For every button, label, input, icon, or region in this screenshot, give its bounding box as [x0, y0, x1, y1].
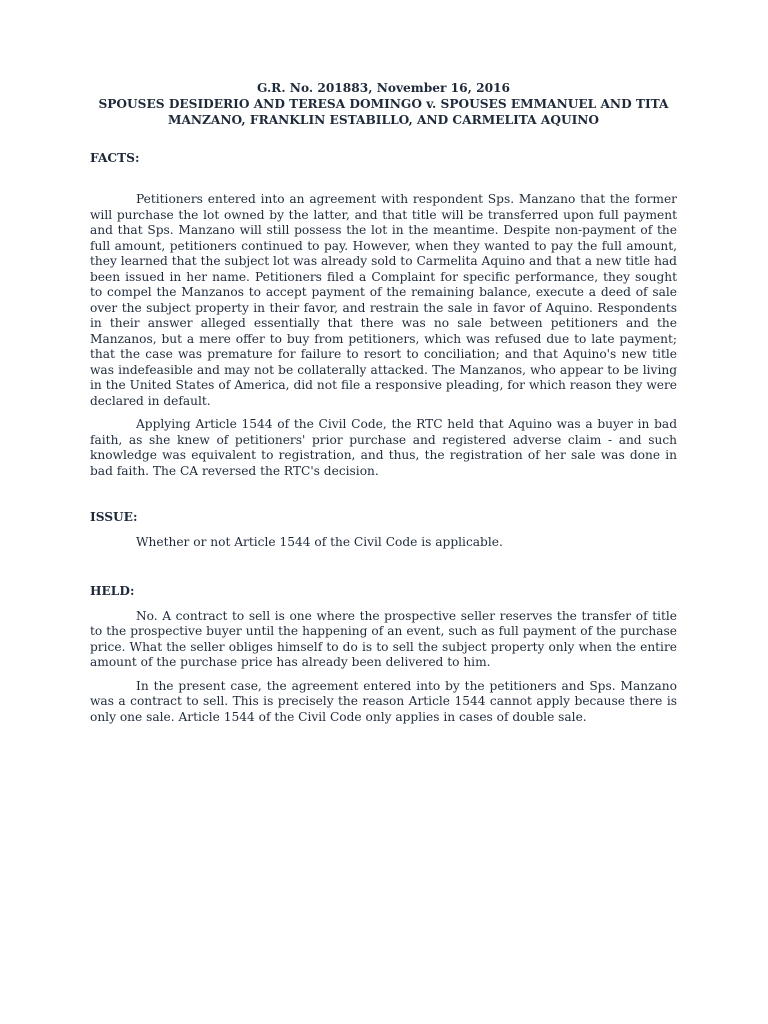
- case-digest-document: [90, 80, 677, 725]
- facts-heading: FACTS:: [90, 151, 140, 165]
- facts-paragraph-1: Petitioners entered into an agreement with respondent Sps. Manzano that the former will purchase the lot owned by the latter, and that title will be transferred upon full payment and that Sps. Manzano will still possess the lot in the meantime. Despite non-payment of the full amount, petitioners continued to pay. However, when they wanted to pay the full amount, they learned that the subject lot was already sold to Carmelita Aquino and that a new title had been issued in her name. Petitioners filed a Complaint for specific performance, they sought to compel the Manzanos to accept payment of the remaining balance, execute a deed of sale over the subject property in their favor, and restrain the sale in favor of Aquino. Respondents in their answer alleged essentially that there was no sale between petitioners and the Manzanos, but a mere offer to buy from petitioners, which was refused due to late payment; that the case was premature for failure to resort to conciliation; and that Aquino's new title was indefeasible and may not be collaterally attacked. The Manzanos, who appear to be living in the United States of America, did not file a responsive pleading, for which reason they were declared in default.: [90, 192, 677, 408]
- held-paragraph-2: In the present case, the agreement entered into by the petitioners and Sps. Manzano was a contract to sell. This is precisely the reason Article 1544 cannot apply because there is only one sale. Article 1544 of the Civil Code only applies in cases of double sale.: [90, 678, 677, 724]
- facts-paragraph-2: Applying Article 1544 of the Civil Code, the RTC held that Aquino was a buyer in bad faith, as she knew of petitioners' prior purchase and registered adverse claim - and such knowledge was equivalent to registration, and thus, the registration of her sale was done in bad faith. The CA reversed the RTC's decision.: [90, 417, 677, 478]
- case-parties-line-2: MANZANO, FRANKLIN ESTABILLO, AND CARMELITA AQUINO: [167, 113, 600, 127]
- case-number-date: G.R. No. 201883, November 16, 2016: [256, 81, 511, 95]
- case-title: [90, 80, 677, 128]
- held-paragraph-1: No. A contract to sell is one where the prospective seller reserves the transfer of title to the prospective buyer until the happening of an event, such as full payment of the purchase price. What the seller obliges himself to do is to sell the subject property only when the entire amount of the purchase price has already been delivered to him.: [90, 608, 677, 669]
- case-parties-line-1: SPOUSES DESIDERIO AND TERESA DOMINGO v. SPOUSES EMMANUEL AND TITA: [98, 97, 669, 111]
- held-heading: HELD:: [90, 583, 135, 598]
- issue-paragraph: Whether or not Article 1544 of the Civil Code is applicable.: [136, 535, 503, 549]
- issue-heading: ISSUE:: [90, 510, 138, 524]
